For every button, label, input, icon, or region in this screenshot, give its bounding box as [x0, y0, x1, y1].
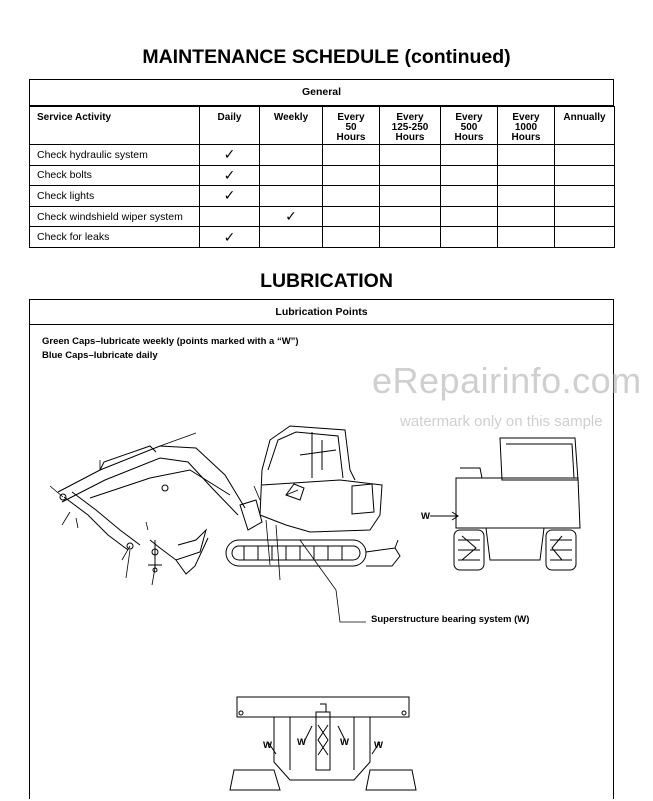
watermark-site: eRepairinfo.com [372, 360, 642, 401]
page-title: MAINTENANCE SCHEDULE (continued) [142, 46, 511, 68]
checkmark-icon: ✓ [223, 228, 236, 245]
activity-cell: Check lights [30, 186, 200, 207]
checkmark-icon: ✓ [223, 187, 236, 204]
column-header: Every 1000 Hours [498, 107, 555, 145]
checkmark-icon: ✓ [223, 166, 236, 183]
watermark-note: watermark only on this sample [400, 413, 603, 430]
excavator-body-drawing [226, 426, 400, 566]
column-header: Every 50 Hours [323, 107, 380, 145]
column-header: Every 125-250 Hours [380, 107, 441, 145]
superstructure-callout: Superstructure bearing system (W) [371, 614, 530, 625]
bottom-view-drawing [230, 697, 416, 790]
checkmark-icon: ✓ [223, 146, 236, 163]
legend-blue-caps: Blue Caps–lubricate daily [42, 350, 158, 361]
column-header: Annually [555, 107, 615, 145]
column-header: Daily [200, 107, 260, 145]
schedule-caption: General [29, 79, 614, 106]
activity-cell: Check bolts [30, 165, 200, 186]
activity-cell: Check hydraulic system [30, 145, 200, 166]
column-header: Weekly [260, 107, 323, 145]
w-marker-bottom-2: W [297, 737, 306, 748]
w-marker-rear: W [421, 511, 430, 522]
w-marker-bottom-1: W [263, 740, 272, 751]
checkmark-icon: ✓ [285, 208, 297, 225]
lubrication-caption: Lubrication Points [29, 299, 614, 325]
leader-lines [50, 433, 366, 622]
column-header: Service Activity [30, 107, 200, 145]
boom-arm-drawing [58, 446, 245, 574]
activity-cell: Check windshield wiper system [30, 206, 200, 227]
w-marker-bottom-3: W [340, 737, 349, 748]
lubrication-title: LUBRICATION [260, 270, 393, 292]
activity-cell: Check for leaks [30, 227, 200, 248]
rear-view-drawing [430, 438, 580, 570]
w-marker-bottom-4: W [374, 740, 383, 751]
legend-green-caps: Green Caps–lubricate weekly (points marked with a “W”) [42, 336, 299, 347]
column-header: Every 500 Hours [441, 107, 498, 145]
